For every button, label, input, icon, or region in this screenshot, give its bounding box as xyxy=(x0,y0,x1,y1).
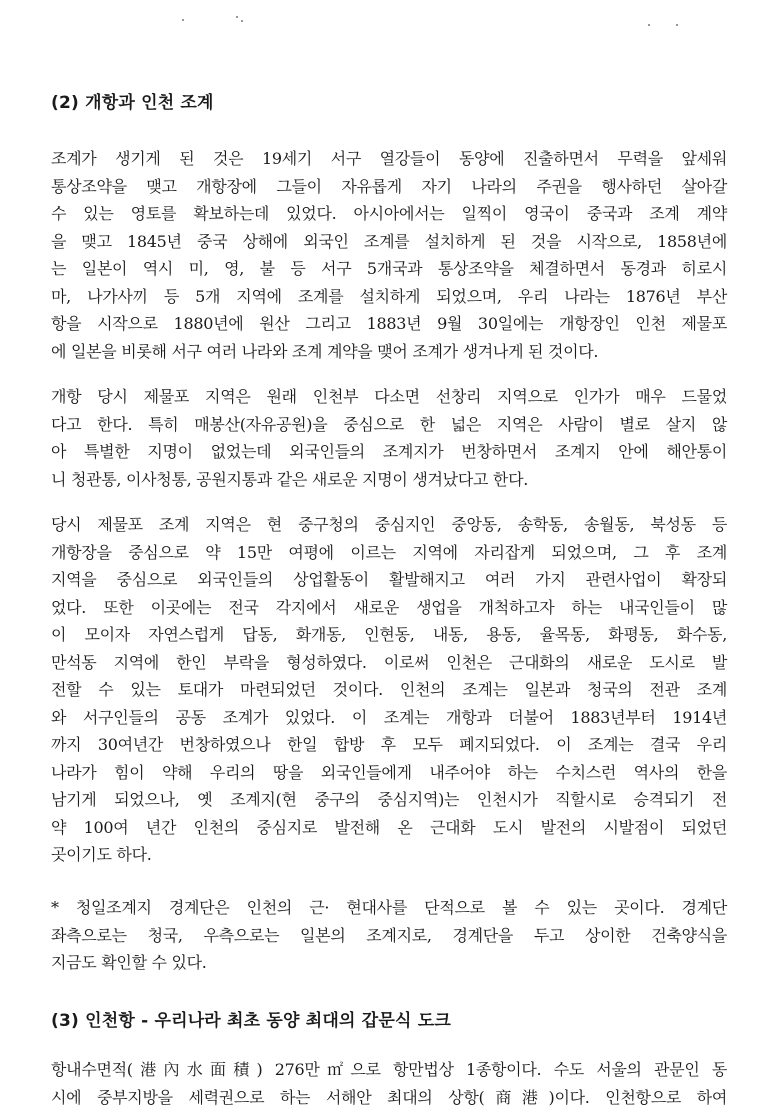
text-line: 는 일본이 역시 미, 영, 불 등 서구 5개국과 통상조약을 체결하면서 동경과 히로시 xyxy=(51,259,727,278)
text-line: 지금도 확인할 수 있다. xyxy=(51,953,207,972)
text-line: 당시 제물포 조계 지역은 현 중구청의 중심지인 중앙동, 송학동, 송월동, 북성동 등 xyxy=(51,515,727,534)
text-line: 항을 시작으로 1880년에 원산 그리고 1883년 9월 30일에는 개항장인 인천 제물포 xyxy=(51,314,727,333)
paragraph-concession-origin xyxy=(51,145,727,365)
text-line: 전할 수 있는 토대가 마련되었던 것이다. 인천의 조계는 일본과 청국의 전관 조계 xyxy=(51,680,727,699)
text-line: 수 있는 영토를 확보하는데 있었다. 아시아에서는 일찍이 영국이 중국과 조계 계약 xyxy=(51,204,727,223)
text-line: 항내수면적(港內水面積) 276만㎡으로 항만법상 1종항이다. 수도 서울의 관문인 동 xyxy=(51,1060,727,1079)
text-line: 마, 나가사끼 등 5개 지역에 조계를 설치하게 되었으며, 우리 나라는 1876년 부산 xyxy=(51,286,727,306)
text-line: 만석동 지역에 한인 부락을 형성하였다. 이로써 인천은 근대화의 새로운 도시로 발 xyxy=(51,652,727,672)
text-line: 남기게 되었으나, 옛 조계지(현 중구의 중심지역)는 인천시가 직할시로 승격되기 전 xyxy=(51,790,727,809)
text-line: 와 서구인들의 공동 조계가 있었다. 이 조계는 개항과 더불어 1883년부터 1914년 xyxy=(51,707,727,727)
text-line: 개항장을 중심으로 약 15만 여평에 이르는 지역에 자리잡게 되었으며, 그 후 조계 xyxy=(51,542,727,562)
text-line: 에 일본을 비롯해 서구 여러 나라와 조계 계약을 맺어 조계가 생겨나게 된 것이다. xyxy=(51,341,599,361)
text-line: 었다. 또한 이곳에는 전국 각지에서 새로운 생업을 개척하고자 하는 내국인들이 많 xyxy=(51,597,727,617)
text-line: 까지 30여년간 번창하였으나 한일 합방 후 모두 폐지되었다. 이 조계는 결국 우리 xyxy=(51,735,727,754)
paragraph-jemulpo-history xyxy=(51,383,727,493)
section-heading-3: (3) 인천항 - 우리나라 최초 동양 최대의 갑문식 도크 xyxy=(51,1011,451,1031)
text-line: 니 청관통, 이사청통, 공원지통과 같은 새로운 지명이 생겨났다고 한다. xyxy=(51,469,529,489)
section-heading-2: (2) 개항과 인천 조계 xyxy=(51,93,214,113)
text-line: 나라가 힘이 약해 우리의 땅을 외국인들에게 내주어야 하는 수치스런 역사의 한을 xyxy=(51,762,727,782)
text-line: 지역을 중심으로 외국인들의 상업활동이 활발해지고 여러 가지 관련사업이 확장되 xyxy=(51,570,727,589)
text-line: 다고 한다. 특히 매봉산(자유공원)을 중심으로 한 넓은 지역은 사람이 별로 살지 않 xyxy=(51,414,727,434)
text-line: 좌측으로는 청국, 우측으로는 일본의 조계지로, 경계단을 두고 상이한 건축양식을 xyxy=(51,925,727,945)
text-line: 개항 당시 제물포 지역은 원래 인천부 다소면 선창리 지역으로 인가가 매우 드물었 xyxy=(51,387,727,406)
paragraph-concession-areas xyxy=(51,511,727,869)
text-line: 약 100여 년간 인천의 중심지로 발전해 온 근대화 도시 발전의 시발점이 되었던 xyxy=(51,817,727,837)
text-line: 조계가 생기게 된 것은 19세기 서구 열강들이 동양에 진출하면서 무력을 앞세워 xyxy=(51,149,727,168)
text-line: 을 맺고 1845년 중국 상해에 외국인 조계를 설치하게 된 것을 시작으로, 1858년에 xyxy=(51,231,727,251)
text-line: 시에 중부지방을 세력권으로 하는 서해안 최대의 상항(商港)이다. 인천항으로 하여 xyxy=(51,1087,727,1107)
text-line: 통상조약을 맺고 개항장에 그들이 자유롭게 자기 나라의 주권을 행사하던 살아갈 xyxy=(51,176,727,196)
scan-artifacts xyxy=(0,14,768,28)
paragraph-incheon-port xyxy=(51,1056,727,1111)
text-line: * 청일조계지 경계단은 인천의 근· 현대사를 단적으로 볼 수 있는 곳이다. 경계단 xyxy=(51,898,727,917)
text-line: 이 모이자 자연스럽게 답동, 화개동, 인현동, 내동, 용동, 율목동, 화평동, 화수동, xyxy=(51,625,727,644)
text-line: 곳이기도 하다. xyxy=(51,845,152,864)
text-line: 아 특별한 지명이 없었는데 외국인들의 조계지가 번창하면서 조계지 안에 해안통이 xyxy=(51,442,727,461)
note-boundary-stairs xyxy=(51,894,727,977)
